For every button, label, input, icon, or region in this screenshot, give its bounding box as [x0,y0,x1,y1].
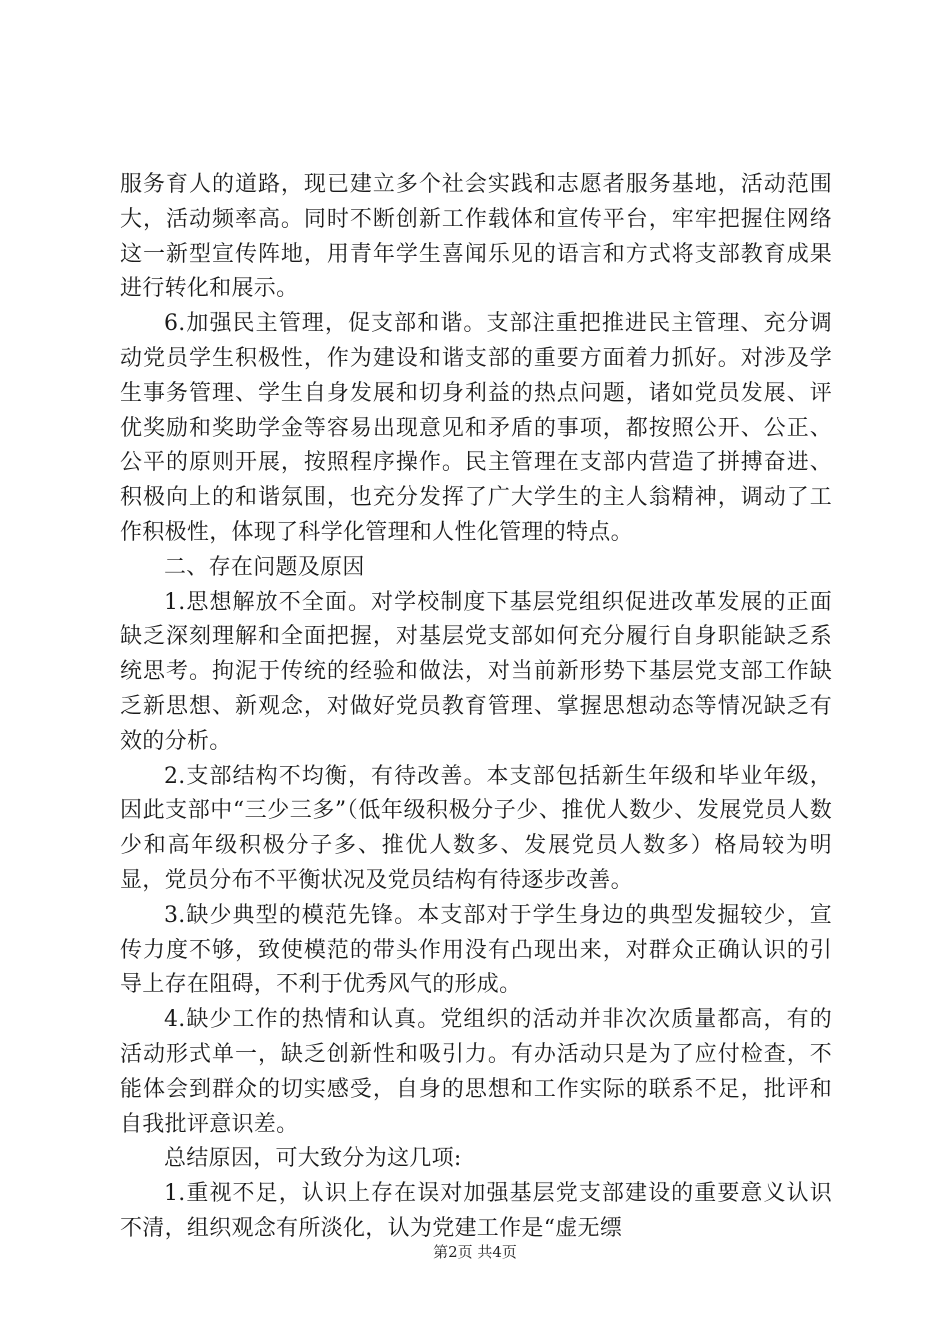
document-body [120,168,832,1247]
section-heading-problems: 二、存在问题及原因 [164,554,365,580]
paragraph-problem-4: 4.缺少工作的热情和认真。党组织的活动并非次次质量都高，有的活动形式单一，缺乏创新性和吸引力。有办活动只是为了应付检查，不能体会到群众的切实感受，自身的思想和工作实际的联系不足，批评和自我批评意识差。 [120,1007,832,1137]
page-number-footer: 第2页 共4页 [433,1243,517,1261]
paragraph-problem-1: 1.思想解放不全面。对学校制度下基层党组织促进改革发展的正面缺乏深刻理解和全面把握，对基层党支部如何充分履行自身职能缺乏系统思考。拘泥于传统的经验和做法，对当前新形势下基层党支部工作缺乏新思想、新观念，对做好党员教育管理、掌握思想动态等情况缺乏有效的分析。 [120,589,832,754]
paragraph-democratic-management: 6.加强民主管理，促支部和谐。支部注重把推进民主管理、充分调动党员学生积极性，作为建设和谐支部的重要方面着力抓好。对涉及学生事务管理、学生自身发展和切身利益的热点问题，诸如党员发展、评优奖励和奖助学金等容易出现意见和矛盾的事项，都按照公开、公正、公平的原则开展，按照程序操作。民主管理在支部内营造了拼搏奋进、积极向上的和谐氛围，也充分发挥了广大学生的主人翁精神，调动了工作积极性，体现了科学化管理和人性化管理的特点。 [120,311,832,545]
paragraph-problem-2: 2.支部结构不均衡，有待改善。本支部包括新生年级和毕业年级，因此支部中“三少三多”（低年级积极分子少、推优人数少、发展党员人数少和高年级积极分子多、推优人数多、发展党员人数多）格局较为明显，党员分布不平衡状况及党员结构有待逐步改善。 [120,763,832,893]
paragraph-problem-3: 3.缺少典型的模范先锋。本支部对于学生身边的典型发掘较少，宣传力度不够，致使模范的带头作用没有凸现出来，对群众正确认识的引导上存在阻碍，不利于优秀风气的形成。 [120,902,832,998]
paragraph-reason-1: 1.重视不足，认识上存在误对加强基层党支部建设的重要意义认识不清，组织观念有所淡化，认为党建工作是“虚无缥 [120,1181,832,1241]
paragraph-summary-intro: 总结原因，可大致分为这几项: [164,1146,462,1172]
paragraph-continuation: 服务育人的道路，现已建立多个社会实践和志愿者服务基地，活动范围大，活动频率高。同时不断创新工作载体和宣传平台，牢牢把握住网络这一新型宣传阵地，用青年学生喜闻乐见的语言和方式将支部教育成果进行转化和展示。 [120,172,832,302]
